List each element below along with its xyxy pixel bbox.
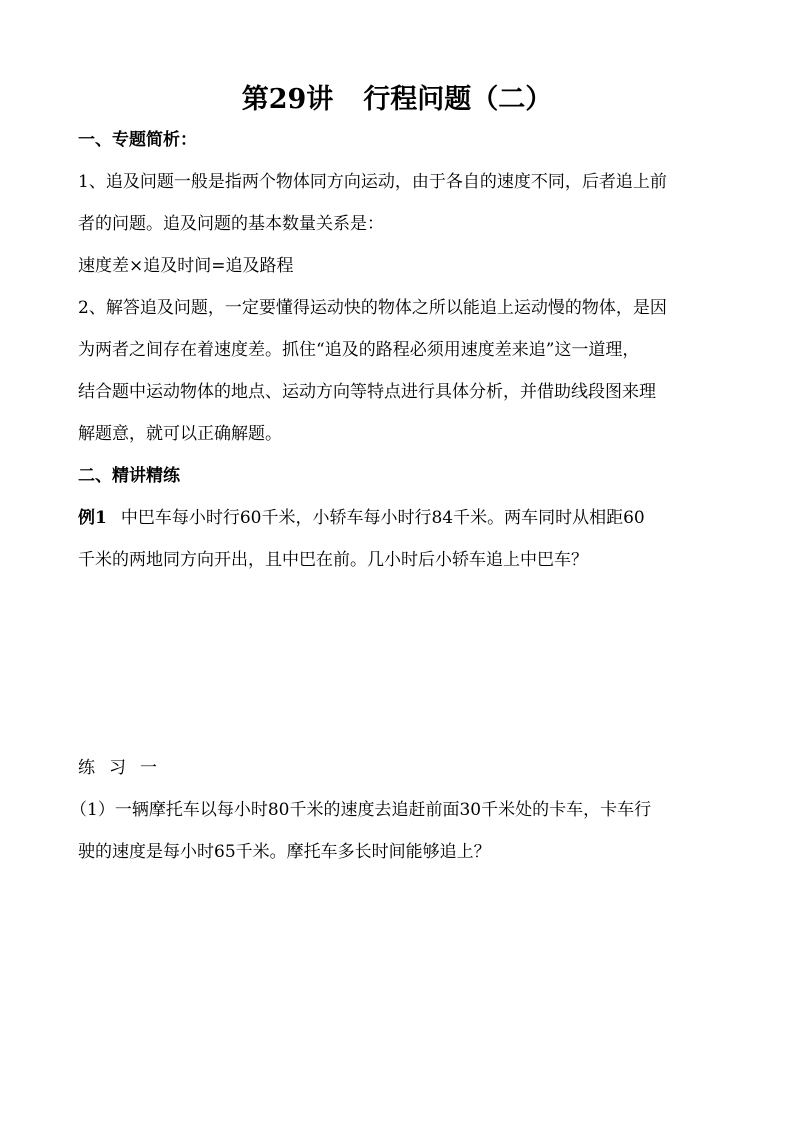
paragraph-line: 为两者之间存在着速度差。抓住“追及的路程必须用速度差来追”这一道理， (78, 340, 640, 360)
section-heading-practice: 二、精讲精练 (78, 466, 180, 486)
paragraph-line: 1、追及问题一般是指两个物体同方向运动，由于各自的速度不同，后者追上前 (78, 172, 667, 192)
paragraph-line: 2、解答追及问题，一定要懂得运动快的物体之所以能追上运动慢的物体，是因 (78, 298, 667, 318)
practice-question-line: （1）一辆摩托车以每小时80千米的速度去追赶前面30千米处的卡车，卡车行 (70, 800, 652, 820)
page-title (0, 82, 794, 118)
paragraph-line: 解题意，就可以正确解题。 (78, 424, 282, 444)
practice-heading: 练习一 (78, 758, 171, 778)
formula-line: 速度差×追及时间=追及路程 (78, 256, 294, 276)
example-text: 中巴车每小时行60千米，小轿车每小时行84千米。两车同时从相距60 (120, 508, 645, 528)
example-1-line: 千米的两地同方向开出，且中巴在前。几小时后小轿车追上中巴车？ (78, 550, 588, 570)
practice-question-line: 驶的速度是每小时65千米。摩托车多长时间能够追上？ (78, 842, 491, 862)
example-label: 例1 (78, 508, 107, 528)
lecture-number: 第29讲 (241, 84, 334, 115)
paragraph-line: 者的问题。追及问题的基本数量关系是： (78, 214, 384, 234)
section-heading-analysis: 一、专题简析： (78, 130, 197, 150)
lecture-topic: 行程问题（二） (363, 84, 553, 115)
paragraph-line: 结合题中运动物体的地点、运动方向等特点进行具体分析，并借助线段图来理 (78, 382, 656, 402)
example-1-line (78, 506, 645, 530)
